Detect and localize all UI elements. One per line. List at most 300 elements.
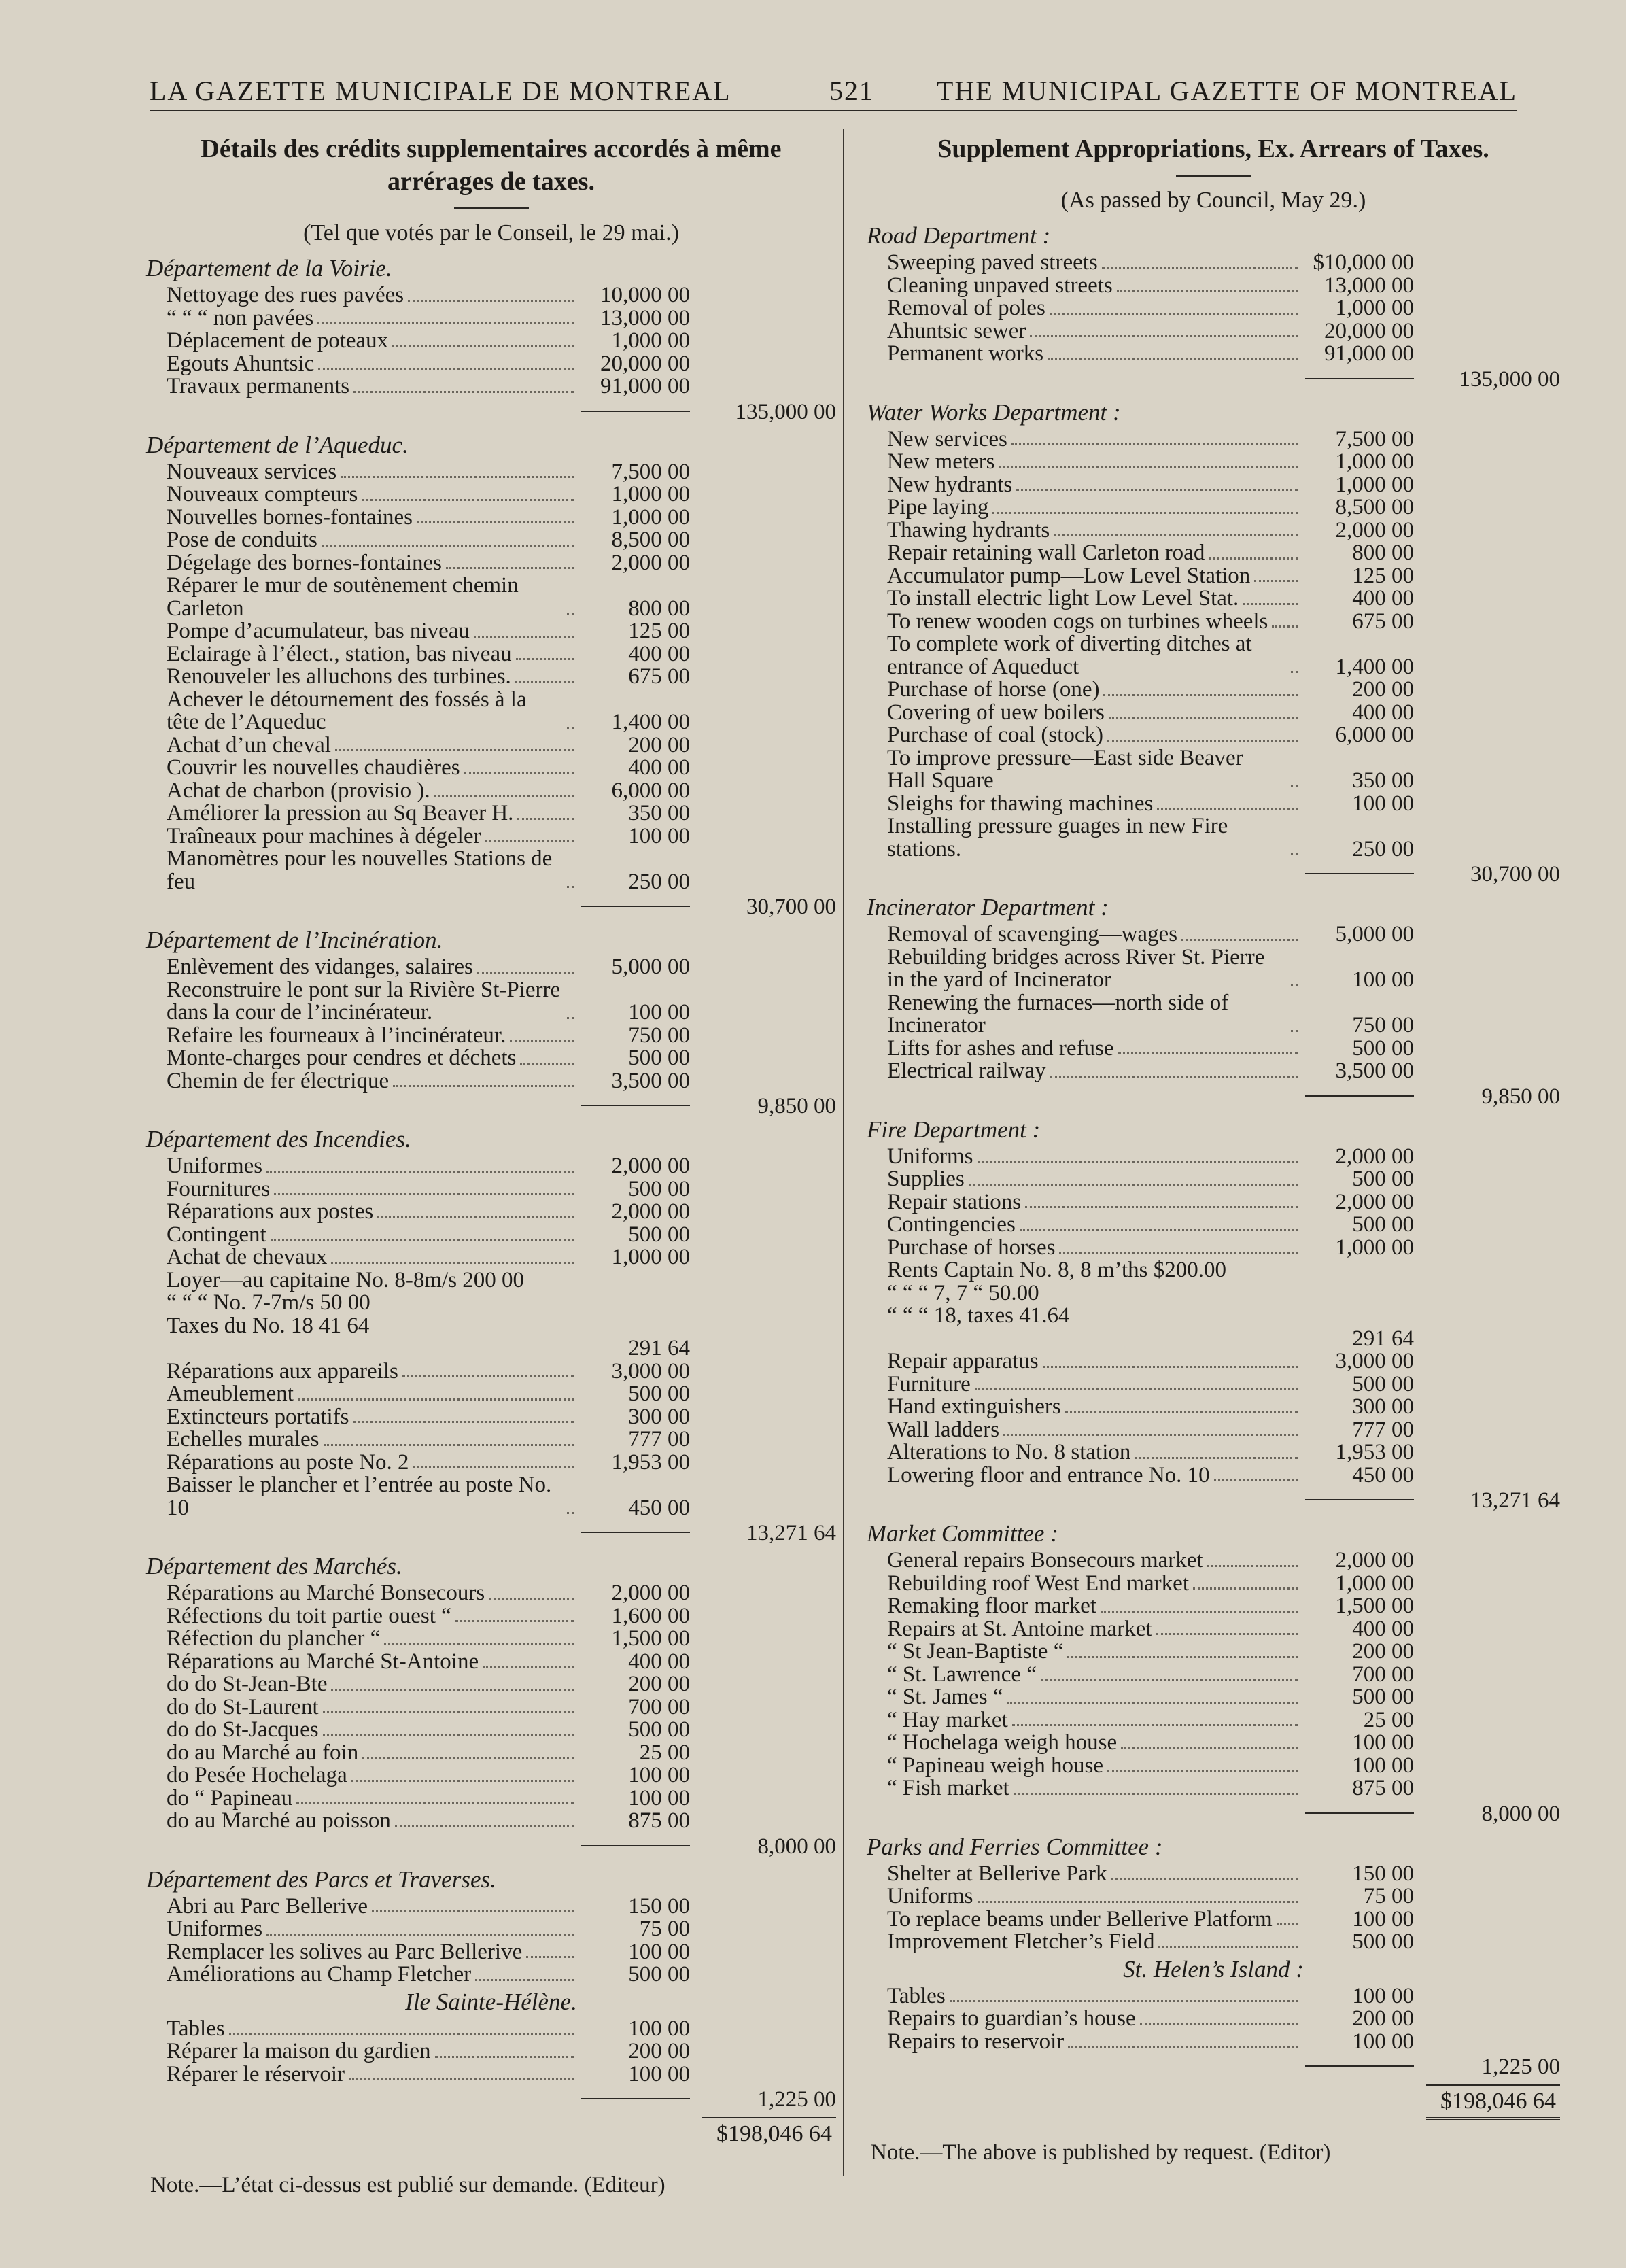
subtotal-rule xyxy=(1305,1812,1414,1827)
row-amount: 450 00 xyxy=(1352,1462,1414,1488)
ledger-row xyxy=(146,2063,836,2086)
row-description: New hydrants xyxy=(887,472,1013,497)
row-description-cell xyxy=(867,2031,1302,2054)
row-amount: 1,000 00 xyxy=(1335,1570,1414,1596)
row-amount: 300 00 xyxy=(1352,1394,1414,1419)
row-description-cell xyxy=(867,1060,1302,1083)
row-description: New meters xyxy=(887,449,995,474)
row-description: Repairs to guardian’s house xyxy=(887,2006,1136,2031)
section-total: 13,271 64 xyxy=(1470,1488,1560,1513)
row-amount: 100 00 xyxy=(628,1785,690,1810)
dot-leader xyxy=(384,1643,574,1645)
row-description: To complete work of diverting ditches at entrance of Aqueduct xyxy=(887,632,1252,679)
english-subtitle: (As passed by Council, May 29.) xyxy=(1060,188,1366,213)
ledger-row xyxy=(146,1787,836,1810)
ledger-row xyxy=(146,1582,836,1605)
row-amount: 13,000 00 xyxy=(600,305,690,330)
section-heading: Département des Incendies. xyxy=(146,1126,411,1152)
row-description-cell xyxy=(146,1178,578,1201)
row-amount: 291 64 xyxy=(1352,1326,1414,1351)
ledger-row xyxy=(867,565,1560,588)
sub-heading: Ile Sainte-Hélène. xyxy=(405,1988,577,2015)
row-amount: 1,000 00 xyxy=(611,328,690,353)
dot-leader xyxy=(266,1171,574,1173)
ledger-row xyxy=(867,633,1560,678)
row-description: do “ Papineau xyxy=(167,1785,293,1810)
row-amount: 2,000 00 xyxy=(1335,517,1414,543)
row-description: Améliorer la pression au Sq Beaver H. xyxy=(167,801,514,825)
row-amount: 3,500 00 xyxy=(1335,1059,1414,1083)
row-description: Enlèvement des vidanges, salaires xyxy=(167,955,473,979)
row-amount: 1,000 00 xyxy=(1335,1235,1414,1260)
row-amount: 777 00 xyxy=(1352,1417,1414,1442)
ledger-row xyxy=(146,1474,836,1519)
ledger-row xyxy=(867,1396,1560,1419)
row-description: Uniforms xyxy=(887,1144,973,1169)
row-description: Reconstruire le pont sur la Rivière St-Pierre dans la cour de l’incinérateur. xyxy=(167,977,561,1025)
row-description-cell xyxy=(146,1673,578,1696)
dot-leader xyxy=(1011,443,1298,445)
row-amount: 100 00 xyxy=(628,823,690,848)
ledger-row xyxy=(146,734,836,757)
row-amount: 250 00 xyxy=(1352,836,1414,861)
row-description: Remplacer les solives au Parc Bellerive xyxy=(167,1939,523,1964)
ledger-row xyxy=(867,1595,1560,1618)
dot-leader xyxy=(950,2000,1298,2002)
section-total: 1,225 00 xyxy=(1481,2055,1560,2079)
subtotal-rule xyxy=(1305,1095,1414,1110)
row-amount: 75 00 xyxy=(639,1917,690,1941)
section-total: 30,700 00 xyxy=(1470,862,1560,887)
row-amount: 3,000 00 xyxy=(1335,1349,1414,1373)
row-description-cell xyxy=(146,1764,578,1787)
row-description: Uniformes xyxy=(167,1154,263,1178)
dot-leader xyxy=(1012,1724,1298,1726)
section-total: 30,700 00 xyxy=(746,895,836,919)
row-description: Baisser le plancher et l’entrée au poste No. 10 xyxy=(167,1473,552,1520)
dot-leader xyxy=(567,1017,574,1019)
ledger-row xyxy=(867,992,1560,1037)
row-description: Uniformes xyxy=(167,1917,263,1941)
ledger-row xyxy=(867,724,1560,747)
ledger-row xyxy=(867,474,1560,497)
row-description: Furniture xyxy=(887,1371,971,1396)
row-amount: 400 00 xyxy=(628,755,690,780)
row-description: “ Hay market xyxy=(887,1707,1008,1732)
ledger-row xyxy=(867,1709,1560,1732)
row-description-cell xyxy=(146,483,578,506)
dot-leader xyxy=(393,1085,574,1087)
ledger-row xyxy=(146,284,836,307)
row-amount: 500 00 xyxy=(628,1717,690,1742)
dot-leader xyxy=(1068,2046,1298,2048)
row-description-cell xyxy=(146,1742,578,1765)
row-amount: 6,000 00 xyxy=(611,778,690,803)
dot-leader xyxy=(435,2056,574,2058)
ledger-row xyxy=(146,461,836,484)
row-amount: 1,500 00 xyxy=(611,1626,690,1651)
row-amount: 100 00 xyxy=(1352,1983,1414,2008)
ledger-row xyxy=(146,307,836,330)
dot-leader xyxy=(485,840,574,842)
dot-leader xyxy=(298,1398,574,1401)
row-amount: 2,000 00 xyxy=(1335,1548,1414,1573)
dot-leader xyxy=(271,1239,574,1241)
row-description: Nouvelles bornes-fontaines xyxy=(167,504,413,530)
dot-leader xyxy=(1054,534,1298,536)
dot-leader xyxy=(483,1666,574,1668)
row-description-cell xyxy=(867,1237,1302,1260)
dot-leader xyxy=(567,886,574,888)
row-description: Rents Captain No. 8, 8 m’ths $200.00 xyxy=(887,1258,1226,1282)
section-total: 9,850 00 xyxy=(757,1094,836,1118)
ledger-row xyxy=(867,1373,1560,1396)
row-description-cell xyxy=(867,1419,1302,1442)
row-description: Thawing hydrants xyxy=(887,517,1050,543)
section-heading: Parks and Ferries Committee : xyxy=(867,1833,1163,1860)
dot-leader xyxy=(1291,1030,1298,1032)
ledger-row xyxy=(146,689,836,734)
row-description: “ St Jean-Baptiste “ xyxy=(887,1639,1064,1664)
row-description: Travaux permanents xyxy=(167,374,350,398)
row-description: New services xyxy=(887,426,1007,451)
dot-leader xyxy=(296,1802,574,1804)
row-description-cell xyxy=(146,2018,578,2041)
ledger-row xyxy=(867,815,1560,861)
ledger-row xyxy=(146,979,836,1025)
subtotal-rule xyxy=(1305,873,1414,888)
ledger-row xyxy=(867,1549,1560,1573)
row-description: Réparations aux postes xyxy=(167,1199,374,1224)
row-amount: 1,600 00 xyxy=(611,1603,690,1628)
french-subtitle: (Tel que votés par le Conseil, le 29 mai.) xyxy=(303,220,679,245)
row-description: Purchase of horses xyxy=(887,1235,1056,1260)
dot-leader xyxy=(1030,335,1298,337)
dot-leader xyxy=(395,1825,574,1827)
row-description-cell xyxy=(146,1895,578,1919)
dot-leader xyxy=(1107,740,1298,742)
dot-leader xyxy=(1121,1747,1298,1749)
ledger-row xyxy=(867,1037,1560,1061)
ledger-row xyxy=(867,519,1560,543)
dot-leader xyxy=(464,772,574,774)
french-title: Détails des crédits supplementaires accordés à même arrérages de taxes. xyxy=(201,135,782,196)
row-description-cell xyxy=(146,689,578,734)
row-amount: 25 00 xyxy=(1363,1707,1414,1732)
row-description-cell xyxy=(146,1474,578,1519)
french-column xyxy=(146,133,836,2198)
row-description: Purchase of horse (one) xyxy=(887,677,1100,702)
row-description-cell xyxy=(146,461,578,484)
row-description-cell xyxy=(146,375,578,398)
dot-leader xyxy=(1043,1366,1298,1368)
dot-leader xyxy=(978,1901,1298,1903)
ledger-row xyxy=(867,747,1560,793)
row-description-cell xyxy=(867,1214,1302,1237)
row-amount: 800 00 xyxy=(628,596,690,621)
row-amount: 250 00 xyxy=(628,869,690,894)
row-amount: 3,500 00 xyxy=(611,1068,690,1093)
row-amount: 100 00 xyxy=(1352,1730,1414,1755)
row-amount: 675 00 xyxy=(1352,608,1414,634)
ledger-row xyxy=(867,496,1560,519)
row-amount: 1,000 00 xyxy=(1335,296,1414,320)
ledger-row xyxy=(867,2031,1560,2054)
ledger-row xyxy=(146,1155,836,1178)
ledger-row xyxy=(867,1732,1560,1755)
dot-leader xyxy=(1050,313,1298,315)
row-description-cell xyxy=(867,1441,1302,1464)
row-amount: 2,000 00 xyxy=(1335,1189,1414,1214)
ledger-row xyxy=(146,643,836,666)
editor-note: Note.—L’état ci-dessus est publié sur demande. (Editeur) xyxy=(150,2173,665,2197)
row-description-cell xyxy=(146,2040,578,2063)
dot-leader xyxy=(324,1444,574,1446)
ledger-row xyxy=(867,793,1560,816)
ledger-row xyxy=(867,2008,1560,2031)
dot-leader xyxy=(1109,717,1298,719)
ledger-row xyxy=(146,1269,836,1292)
ledger-row xyxy=(867,1686,1560,1709)
row-description: “ St. James “ xyxy=(887,1685,1003,1709)
row-description: Nouveaux compteurs xyxy=(167,482,358,506)
dot-leader xyxy=(1214,1479,1298,1481)
ledger-row xyxy=(867,1259,1560,1282)
french-body xyxy=(146,253,836,2198)
dot-leader xyxy=(229,2033,574,2035)
row-description: To install electric light Low Level Stat. xyxy=(887,586,1239,611)
row-amount: 500 00 xyxy=(1352,1212,1414,1237)
ledger-row xyxy=(867,1441,1560,1464)
row-description-cell xyxy=(146,1605,578,1628)
row-description-cell xyxy=(146,552,578,575)
section-total: 13,271 64 xyxy=(746,1521,836,1545)
ledger-row xyxy=(867,1214,1560,1237)
row-amount: 5,000 00 xyxy=(611,955,690,979)
row-amount: $10,000 00 xyxy=(1313,250,1414,275)
row-amount: 3,000 00 xyxy=(611,1358,690,1384)
row-amount: 291 64 xyxy=(628,1336,690,1360)
row-description-cell xyxy=(146,734,578,757)
section-total: 1,225 00 xyxy=(757,2087,836,2112)
row-amount: 400 00 xyxy=(1352,700,1414,725)
row-description: Réfections du toit partie ouest “ xyxy=(167,1603,451,1628)
section-total-line xyxy=(867,1800,1560,1827)
row-amount: 500 00 xyxy=(1352,1371,1414,1396)
ledger-row xyxy=(146,353,836,376)
row-description-cell xyxy=(146,574,578,620)
row-description: Achat d’un cheval xyxy=(167,732,331,757)
dot-leader xyxy=(1101,1611,1298,1613)
row-description-cell xyxy=(867,2008,1302,2031)
row-description-cell xyxy=(146,643,578,666)
dot-leader xyxy=(1007,1702,1298,1704)
ledger-row xyxy=(146,1764,836,1787)
row-description-cell xyxy=(146,848,578,893)
ledger-row xyxy=(146,375,836,398)
section-heading: Département de la Voirie. xyxy=(146,255,392,281)
row-description: Réparer le réservoir xyxy=(167,2061,345,2086)
row-description: Repairs to reservoir xyxy=(887,2029,1065,2054)
ledger-row xyxy=(867,608,1560,634)
row-description: Extincteurs portatifs xyxy=(167,1404,349,1429)
row-description-cell xyxy=(146,956,578,979)
section-total: 135,000 00 xyxy=(1459,366,1560,392)
ledger-row xyxy=(146,1201,836,1224)
row-description-cell xyxy=(867,702,1302,725)
row-amount: 700 00 xyxy=(628,1694,690,1719)
row-description: Achever le détournement des fossés à la tête de l’Aqueduc xyxy=(167,687,527,734)
row-description: do do St-Jacques xyxy=(167,1717,319,1742)
row-amount: 10,000 00 xyxy=(600,283,690,307)
row-amount: 1,500 00 xyxy=(1335,1594,1414,1618)
dot-leader xyxy=(1193,1587,1298,1590)
row-amount: 25 00 xyxy=(639,1740,690,1765)
ledger-row xyxy=(867,1168,1560,1191)
row-amount: 200 00 xyxy=(1352,677,1414,702)
row-description-cell xyxy=(146,1070,578,1093)
ledger-row xyxy=(867,1282,1560,1305)
ledger-row xyxy=(146,1246,836,1269)
section-heading: Water Works Department : xyxy=(867,398,1121,426)
row-description-cell xyxy=(867,474,1302,497)
row-description-cell xyxy=(867,724,1302,747)
subtotal-rule xyxy=(581,906,690,921)
row-description-cell xyxy=(146,1582,578,1605)
dot-leader xyxy=(999,466,1298,468)
dot-leader xyxy=(322,545,574,547)
row-amount: 20,000 00 xyxy=(600,351,690,376)
row-description-cell xyxy=(867,1464,1302,1488)
row-description: Tables xyxy=(167,2016,225,2041)
row-description-cell xyxy=(867,1931,1302,1954)
dot-leader xyxy=(1103,694,1298,696)
row-description: Repair retaining wall Carleton road xyxy=(887,540,1205,565)
dot-leader xyxy=(1277,1923,1298,1925)
row-description-cell xyxy=(867,1908,1302,1931)
dot-leader xyxy=(1059,1252,1298,1254)
dot-leader xyxy=(274,1193,574,1195)
row-description-cell xyxy=(867,992,1302,1037)
row-description-cell xyxy=(146,666,578,689)
row-amount: 2,000 00 xyxy=(611,1199,690,1224)
ledger-row xyxy=(146,1810,836,1833)
header-french-title: LA GAZETTE MUNICIPALE DE MONTREAL xyxy=(150,75,731,106)
row-description: Traîneaux pour machines à dégeler xyxy=(167,823,481,848)
row-description: Echelles murales xyxy=(167,1427,319,1451)
row-amount: 1,000 00 xyxy=(611,482,690,506)
dot-leader xyxy=(1140,2023,1298,2025)
ledger-row xyxy=(867,1618,1560,1641)
row-description-cell xyxy=(867,1305,1302,1328)
row-description-cell xyxy=(867,1777,1302,1800)
dot-leader xyxy=(1050,1076,1298,1078)
ledger-row xyxy=(146,1292,836,1315)
row-description: Electrical railway xyxy=(887,1059,1046,1083)
row-amount: 400 00 xyxy=(628,1649,690,1674)
ledger-row xyxy=(146,956,836,979)
row-amount: 2,000 00 xyxy=(611,1581,690,1605)
row-description-cell xyxy=(867,1259,1302,1282)
row-description: Chemin de fer électrique xyxy=(167,1068,390,1093)
dot-leader xyxy=(318,368,574,370)
row-description-cell xyxy=(146,1383,578,1406)
ledger-row xyxy=(146,1605,836,1628)
ledger-row xyxy=(867,1985,1560,2008)
row-amount: 450 00 xyxy=(628,1495,690,1520)
row-description: Ahuntsic sewer xyxy=(887,318,1026,343)
ledger-row xyxy=(146,529,836,552)
dot-leader xyxy=(516,658,574,660)
row-description-cell xyxy=(146,1292,578,1315)
row-description-cell xyxy=(146,780,578,803)
row-description: do do St-Jean-Bte xyxy=(167,1672,328,1696)
ledger-row xyxy=(867,1060,1560,1083)
row-amount: 1,000 00 xyxy=(611,504,690,530)
row-amount: 500 00 xyxy=(628,1046,690,1070)
ledger-row xyxy=(146,2018,836,2041)
section-total-line xyxy=(146,398,836,426)
row-description-cell xyxy=(146,1628,578,1651)
row-description-cell xyxy=(867,923,1302,946)
row-description-cell xyxy=(867,1191,1302,1214)
row-description: Repair apparatus xyxy=(887,1349,1039,1373)
row-description: Achat de charbon (provisio ). xyxy=(167,778,430,803)
row-amount: 125 00 xyxy=(1352,563,1414,588)
row-description: Egouts Ahuntsic xyxy=(167,351,315,376)
ledger-row xyxy=(146,1315,836,1338)
row-description-cell xyxy=(146,1224,578,1247)
header-english-title: THE MUNICIPAL GAZETTE OF MONTREAL xyxy=(936,75,1517,106)
row-description-cell xyxy=(146,1406,578,1429)
row-amount: 200 00 xyxy=(1352,2006,1414,2031)
row-amount: 91,000 00 xyxy=(1324,341,1414,366)
ledger-row xyxy=(146,620,836,643)
row-description-cell xyxy=(146,979,578,1025)
row-description-cell xyxy=(146,353,578,376)
row-amount: 125 00 xyxy=(628,619,690,643)
row-description: do do St-Laurent xyxy=(167,1694,319,1719)
row-description-cell xyxy=(867,1282,1302,1305)
row-description: Abri au Parc Bellerive xyxy=(167,1893,368,1919)
row-description-cell xyxy=(146,802,578,825)
row-description: Repair stations xyxy=(887,1189,1022,1214)
row-description-cell xyxy=(146,1963,578,1987)
row-description-cell xyxy=(867,1350,1302,1373)
row-description: Hand extinguishers xyxy=(887,1394,1061,1419)
dot-leader xyxy=(1117,290,1298,292)
ledger-row xyxy=(146,1070,836,1093)
editor-note: Note.—The above is published by request. (Editor) xyxy=(871,2140,1331,2165)
ledger-row xyxy=(146,1428,836,1451)
ledger-row xyxy=(867,451,1560,474)
dot-leader xyxy=(417,521,574,523)
dot-leader xyxy=(526,1956,574,1958)
section-total-line xyxy=(146,2086,836,2113)
ledger-row xyxy=(867,1885,1560,1908)
row-amount: 100 00 xyxy=(628,1763,690,1787)
dot-leader xyxy=(1254,580,1298,582)
dot-leader xyxy=(477,972,574,974)
row-amount: 400 00 xyxy=(628,641,690,666)
row-description: Installing pressure guages in new Fire stations. xyxy=(887,814,1228,861)
dot-leader xyxy=(978,1161,1298,1163)
row-description-cell xyxy=(867,496,1302,519)
row-description-cell xyxy=(146,620,578,643)
row-amount: 2,000 00 xyxy=(611,1154,690,1178)
dot-leader xyxy=(475,1979,574,1981)
ledger-row xyxy=(867,1146,1560,1169)
